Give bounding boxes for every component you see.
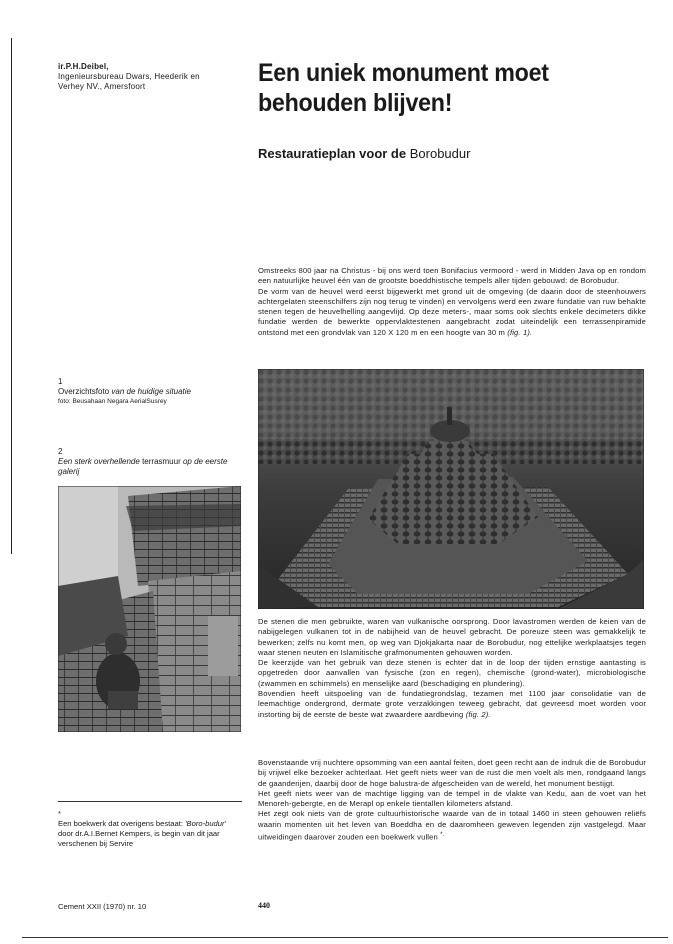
caption-2-italic-b: op de eerste galerij — [58, 457, 228, 476]
figure-ref-2: (fig. 2). — [465, 709, 491, 719]
article-subtitle — [258, 146, 470, 161]
aerial-photo — [258, 369, 644, 609]
paragraph-5-text: Bovendien heeft uitspoeling van de fundatiegrondslag, tezamen met 1100 jaar consolidatie van de leemachtige ondergrond, dermate grote verzakkingen teweeg gebracht, dat gevreesd moet worden voor instorting bij de eerste de beste wat zwaardere aardbeving — [258, 689, 646, 719]
terrace-wall-drawing — [58, 486, 241, 732]
caption-1-text — [58, 387, 238, 397]
title-line-2: behouden blijven! — [258, 89, 453, 117]
bottom-rule — [22, 937, 668, 938]
footnote-rule — [58, 801, 242, 802]
terrace-wall-photo — [58, 486, 241, 732]
footnote-mark: *. — [440, 831, 445, 839]
photo-credit: foto: Beusahaan Negara AerialSusrey — [58, 398, 167, 405]
paragraph-5 — [258, 689, 646, 720]
paragraph-8 — [258, 809, 646, 842]
footnote-book-title: 'Boro-budur' — [185, 819, 226, 828]
paragraph-8-text: Het zegt ook niets van de grote cultuurhistorische waarde van de in totaal 1460 in steen gehouwen reliëfs waarin momenten uit het leven van Boeddha en de daaromheen geweven legenden zijn vastgelegd. Maar uitweidingen daarover zouden een boekwerk vullen — [258, 809, 646, 842]
paragraph-2 — [258, 287, 646, 338]
paragraph-1: Omstreeks 800 jaar na Christus - bij ons werd toen Bonifacius vermoord - werd in Midden Java op en rondom een natuurlijke heuvel één van de grootste boeddhistische tempels aller tijden gebouwd: de Borobudur. — [258, 266, 646, 286]
author-affiliation-1: Ingenieursbureau Dwars, Heederik en — [58, 72, 200, 81]
caption-1-plain: Overzichtsfoto — [58, 387, 110, 396]
caption-2-number: 2 — [58, 447, 63, 456]
paragraph-2-text: De vorm van de heuvel werd eerst bijgewerkt met grond uit de omgeving (de daarin door de steenhouwers achtergelaten steenschilfers zijn nog terug te vinden) en vervolgens werd een zware fundatie van ruw behakte stenen tegen de heuvelhelling aangevlijd. Op deze meters-, maar soms ook slechts enkele decimeters dikke fundatie werden de bewerkte oppervlaktestenen aangebracht zodat uiteindelijk een terrassenpiramide ontstond met een grondvlak van 120 X 120 m en een hoogte van 30 m — [258, 286, 646, 337]
main-text-2 — [258, 617, 646, 720]
aerial-photo-drawing — [258, 369, 644, 609]
author-affiliation-2: Verhey NV., Amersfoort — [58, 82, 146, 91]
caption-1 — [58, 377, 238, 407]
footnote-text — [58, 819, 242, 849]
paragraph-7: Het geeft niets weer van de machtige ligging van de tempel in de vlakte van Kedu, aan de voet van het Menoreh-gebergte, en de Merapl op enkele tientallen kilometers afstand. — [258, 788, 646, 809]
main-text-3 — [258, 758, 646, 843]
caption-2-italic-a: Een sterk overhellende — [58, 457, 140, 466]
caption-2 — [58, 447, 238, 477]
caption-2-plain: terrasmuur — [142, 457, 181, 466]
author-block — [58, 62, 238, 92]
paragraph-6: Bovenstaande vrij nuchtere opsomming van een aantal feiten, doet geen recht aan de indruk die de Borobudur bij vrijwel elke bezoeker achterlaat. Het geeft niets weer van de rust die men voelt als men, rondgaand langs de gaanderijen, daarbij door de hoge balustra-de afgescheiden van de wereld, het monument bestijgt. — [258, 758, 646, 788]
caption-1-number: 1 — [58, 377, 63, 386]
journal-reference: Cement XXII (1970) nr. 10 — [58, 902, 147, 911]
footnote-mark-symbol: * — [58, 809, 61, 818]
intro-text — [258, 266, 646, 338]
footnote-text-a: Een boekwerk dat overigens bestaat: — [58, 819, 183, 828]
author-name: ir.P.H.Deibel, — [58, 62, 109, 71]
margin-rule — [11, 38, 12, 554]
figure-ref-1: (fig. 1). — [507, 327, 533, 337]
footnote-text-c: door dr.A.I.Bernet Kempers, is begin van dit jaar verschenen bij Servire — [58, 829, 220, 848]
caption-2-text — [58, 457, 238, 477]
subtitle-light: Borobudur — [409, 146, 471, 161]
article-title — [258, 58, 630, 118]
page-number: 440 — [258, 901, 270, 910]
paragraph-4: De keerzijde van het gebruik van deze stenen is echter dat in de loop der tijden ernstige aantasting is opgetreden door aanvallen van fysische (zon en regen), chemische (grond-water), microbiologische (zwammen en schimmels) en menselijke aard (beschadiging en plundering). — [258, 658, 646, 688]
footnote — [58, 809, 242, 849]
caption-1-italic: van de huidige situatie — [111, 387, 191, 396]
title-line-1: Een uniek monument moet — [258, 59, 549, 87]
subtitle-bold: Restauratieplan voor de — [258, 146, 407, 161]
paragraph-3: De stenen die men gebruikte, waren van vulkanische oorsprong. Door lavastromen werden de keien van de nabijgelegen vulkanen tot in de nabijheid van de heuvel gebracht. De poreuze steen was gemakkelijk te bewerken; zelfs nu komt men, op weg van Djokjakarta naar de Borobudur, nog ettelijke werkplaatsjes tegen waar stenen neuten en Islamitische grafmonumenten gehouwen worden. — [258, 617, 646, 657]
